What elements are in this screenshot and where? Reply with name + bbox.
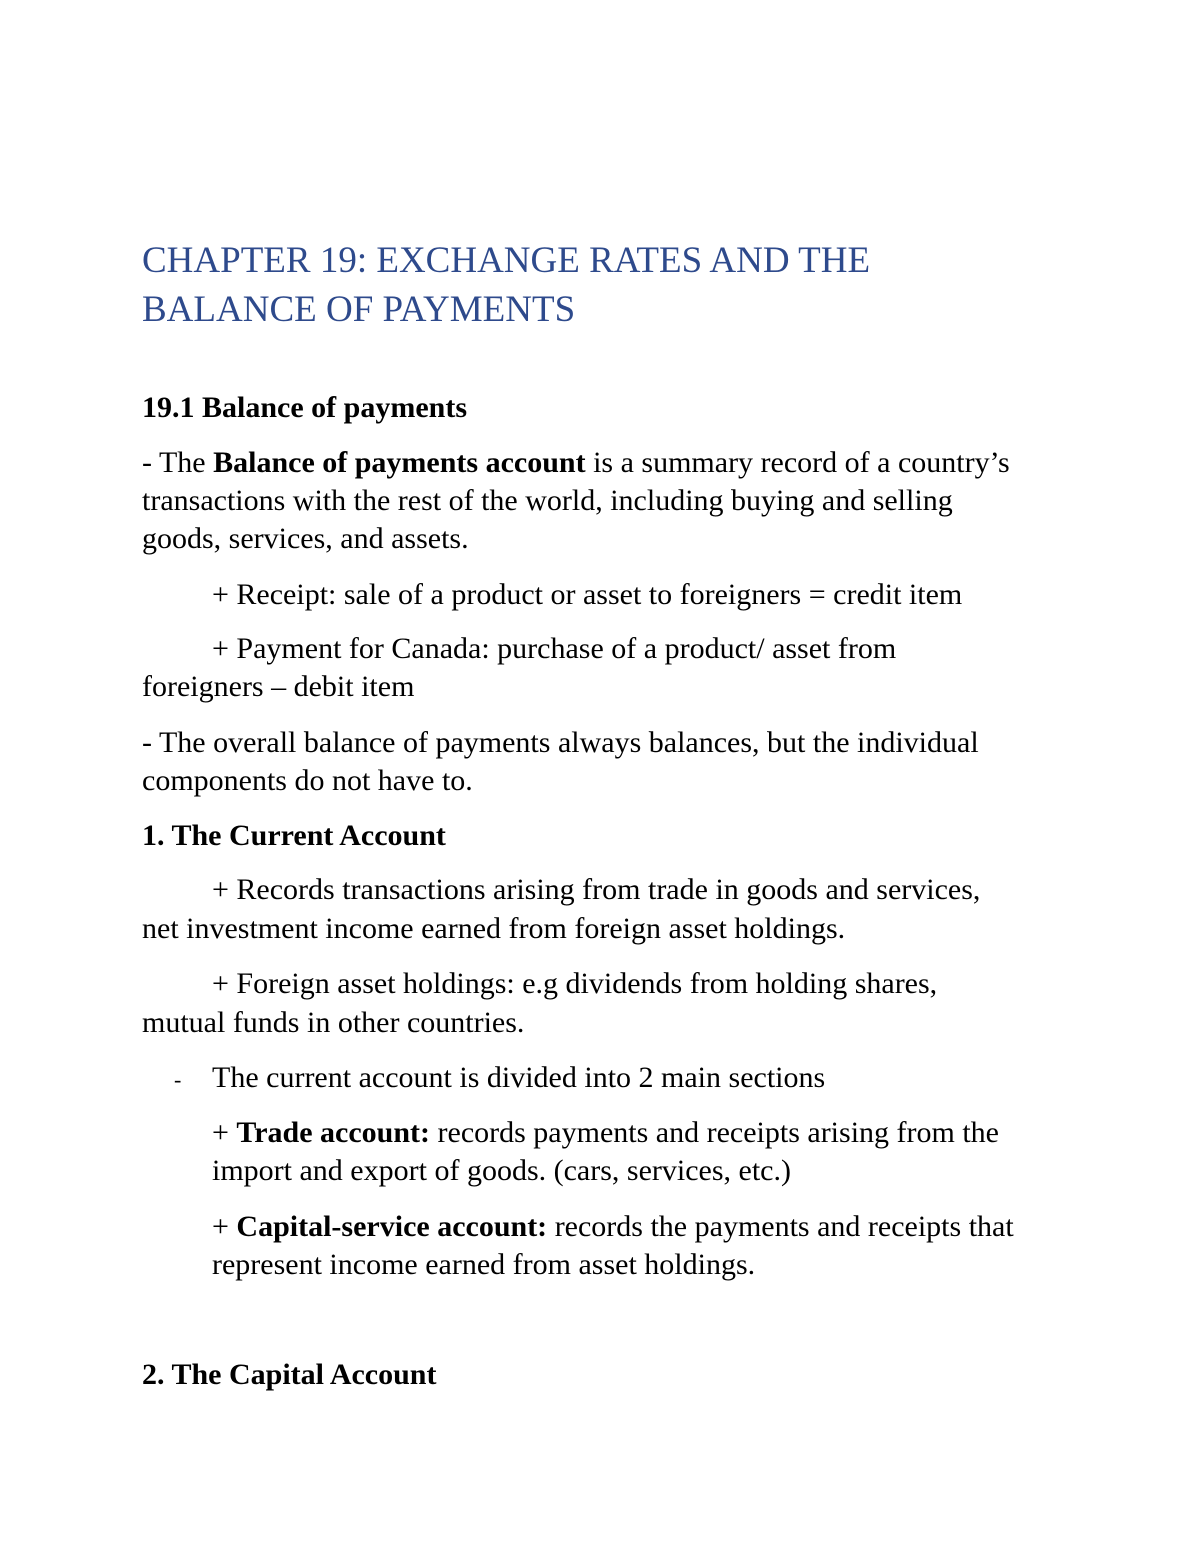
capital-service-line2-text: represent income earned from asset holdings. — [212, 1248, 756, 1281]
section-heading-19-1-text: 19.1 Balance of payments — [142, 391, 467, 424]
chapter-title-line-2 — [142, 286, 575, 334]
para1-line1 — [142, 444, 1010, 482]
current-account-heading — [142, 817, 446, 855]
payment-line2 — [142, 668, 414, 706]
para1-rest: is a summary record of a country’s — [585, 446, 1010, 479]
para1-prefix: - The — [142, 446, 214, 479]
para1-line2-text: transactions with the rest of the world, including buying and selling — [142, 484, 953, 517]
foreign-line1 — [212, 965, 937, 1003]
para2-line1 — [142, 724, 979, 762]
dash-bullet-marker — [174, 1061, 181, 1099]
para1-bold-term: Balance of payments account — [213, 446, 586, 479]
current-account-heading-text: 1. The Current Account — [142, 819, 446, 852]
payment-line2-text: foreigners – debit item — [142, 670, 415, 703]
trade-bold-term: Trade account: — [236, 1116, 431, 1149]
receipt-line — [212, 576, 962, 614]
records-line2-text: net investment income earned from foreign asset holdings. — [142, 912, 846, 945]
para2-line1-text: - The overall balance of payments always balances, but the individual — [142, 726, 979, 759]
capital-service-prefix: + — [212, 1210, 237, 1243]
capital-service-rest: records the payments and receipts that — [547, 1210, 1014, 1243]
dash-bullet-marker-text: - — [174, 1067, 182, 1092]
capital-service-line1 — [212, 1208, 1014, 1246]
capital-service-line2 — [212, 1246, 755, 1284]
section-heading-19-1 — [142, 389, 467, 427]
foreign-line1-text: + Foreign asset holdings: e.g dividends from holding shares, — [212, 967, 938, 1000]
trade-account-line2 — [212, 1152, 791, 1190]
chapter-title-line-1 — [142, 237, 870, 285]
chapter-title-text-2: BALANCE OF PAYMENTS — [142, 289, 576, 330]
para1-line3-text: goods, services, and assets. — [142, 522, 469, 555]
trade-prefix: + — [212, 1116, 237, 1149]
records-line1 — [212, 871, 980, 909]
trade-account-line1 — [212, 1114, 999, 1152]
capital-service-bold-term: Capital-service account: — [236, 1210, 548, 1243]
payment-line1 — [212, 630, 896, 668]
foreign-line2-text: mutual funds in other countries. — [142, 1006, 525, 1039]
trade-rest: records payments and receipts arising from the — [430, 1116, 999, 1149]
chapter-title-text-1: CHAPTER 19: EXCHANGE RATES AND THE — [142, 240, 871, 281]
capital-account-heading-text: 2. The Capital Account — [142, 1358, 437, 1391]
para1-line3 — [142, 520, 469, 558]
capital-account-heading — [142, 1356, 436, 1394]
receipt-text: + Receipt: sale of a product or asset to foreigners = credit item — [212, 578, 963, 611]
records-line1-text: + Records transactions arising from trade in goods and services, — [212, 873, 981, 906]
records-line2 — [142, 910, 845, 948]
payment-line1-text: + Payment for Canada: purchase of a product/ asset from — [212, 632, 897, 665]
divided-line — [212, 1059, 825, 1097]
para2-line2 — [142, 762, 473, 800]
para1-line2 — [142, 482, 953, 520]
trade-line2-text: import and export of goods. (cars, services, etc.) — [212, 1154, 791, 1187]
foreign-line2 — [142, 1004, 524, 1042]
divided-text: The current account is divided into 2 main sections — [212, 1061, 826, 1094]
para2-line2-text: components do not have to. — [142, 764, 473, 797]
